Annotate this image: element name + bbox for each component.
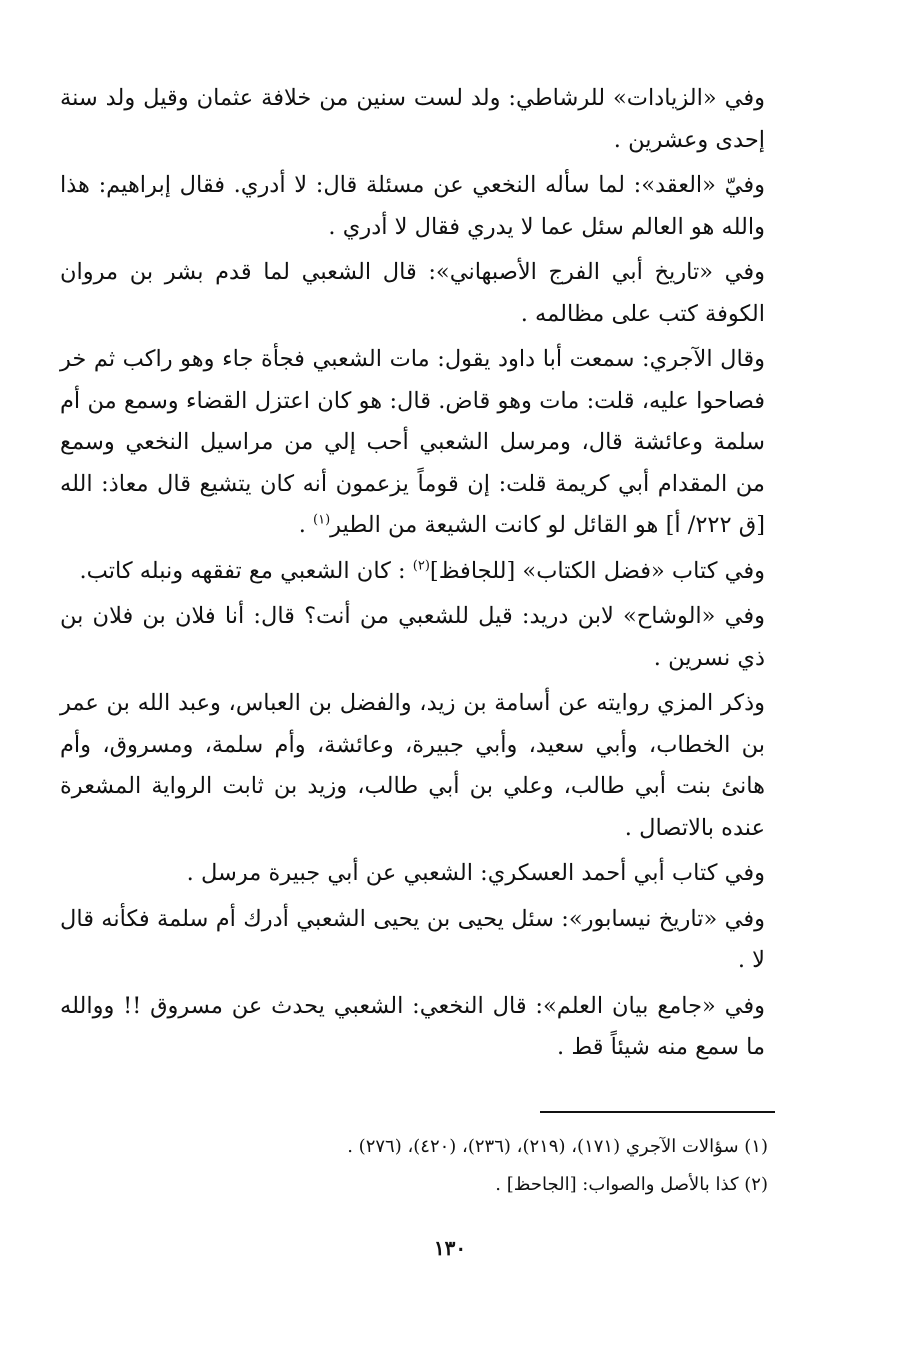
paragraph-askari: وفي كتاب أبي أحمد العسكري: الشعبي عن أبي جبيرة مرسل . [186, 860, 765, 886]
paragraph-iqd: وفيّ «العقد»: لما سأله النخعي عن مسئلة قال: لا أدري. فقال إبراهيم: هذا والله هو العالم سئل عما لا يدري فقال لا أدري . [60, 172, 765, 240]
paragraph-ajurri-end: . [298, 512, 313, 538]
footnote-1: (١) سؤالات الآجري (١٧١)، (٢١٩)، (٢٣٦)، (٤٢٠)، (٢٧٦) . [347, 1136, 768, 1157]
footnote-ref-1: (١) [313, 512, 331, 528]
paragraph-fadl-end: : كان الشعبي مع تفقهه ونبله كاتب. [79, 557, 413, 584]
paragraph-isbahani: وفي «تاريخ أبي الفرج الأصبهاني»: قال الشعبي لما قدم بشر بن مروان الكوفة كتب على مظالمه . [60, 259, 765, 327]
paragraph-mizzi: وذكر المزي روايته عن أسامة بن زيد، والفضل بن العباس، وعبد الله بن عمر بن الخطاب، وأبي سعيد، وأبي جبيرة، وعائشة، وأم سلمة، ومسروق، وأم هانئ بنت أبي طالب، وعلي بن أبي طالب، وزيد بن ثابت الرواية المشعرة عنده بالاتصال . [60, 690, 765, 841]
footnote-ref-2: (٢) [412, 558, 430, 573]
paragraph-wishah: وفي «الوشاح» لابن دريد: قيل للشعبي من أنت؟ قال: أنا فلان بن فلان بن ذي نسرين . [60, 603, 765, 671]
paragraph-naysabur: وفي «تاريخ نيسابور»: سئل يحيى بن يحيى الشعبي أدرك أم سلمة فكأنه قال لا . [60, 905, 765, 973]
footnote-2: (٢) كذا بالأصل والصواب: [الجاحظ] . [495, 1174, 768, 1195]
paragraph-fadl-al-kitab [60, 551, 765, 593]
paragraph-jami-bayan: وفي «جامع بيان العلم»: قال النخعي: الشعبي يحدث عن مسروق !! ووالله ما سمع منه شيئاً قط . [60, 992, 765, 1060]
page-number: ١٣٠ [433, 1236, 467, 1260]
paragraph-ajurri [60, 339, 765, 547]
paragraph-fadl-text: وفي كتاب «فضل الكتاب» [للجافظ] [429, 557, 765, 584]
footnote-divider [540, 1111, 775, 1113]
main-text [60, 78, 765, 1073]
footnotes [150, 1128, 768, 1204]
paragraph-zayadat: وفي «الزيادات» للرشاطي: ولد لست سنين من خلافة عثمان وقيل ولد سنة إحدى وعشرين . [60, 85, 765, 153]
paragraph-ajurri-text: وقال الآجري: سمعت أبا داود يقول: مات الشعبي فجأة جاء وهو راكب ثم خر فصاحوا عليه، قلت: مات وهو قاض. قال: هو كان اعتزل القضاء وسمع من أم سلمة وعائشة قال، ومرسل الشعبي أحب إلي من مراسيل النخعي وسمع من المقدام أبي كريمة قلت: إن قوماً يزعمون أنه كان يتشيع قال معاذ: الله [ق ٢٢٢/ أ] هو القائل لو كانت الشيعة من الطير [60, 346, 765, 538]
